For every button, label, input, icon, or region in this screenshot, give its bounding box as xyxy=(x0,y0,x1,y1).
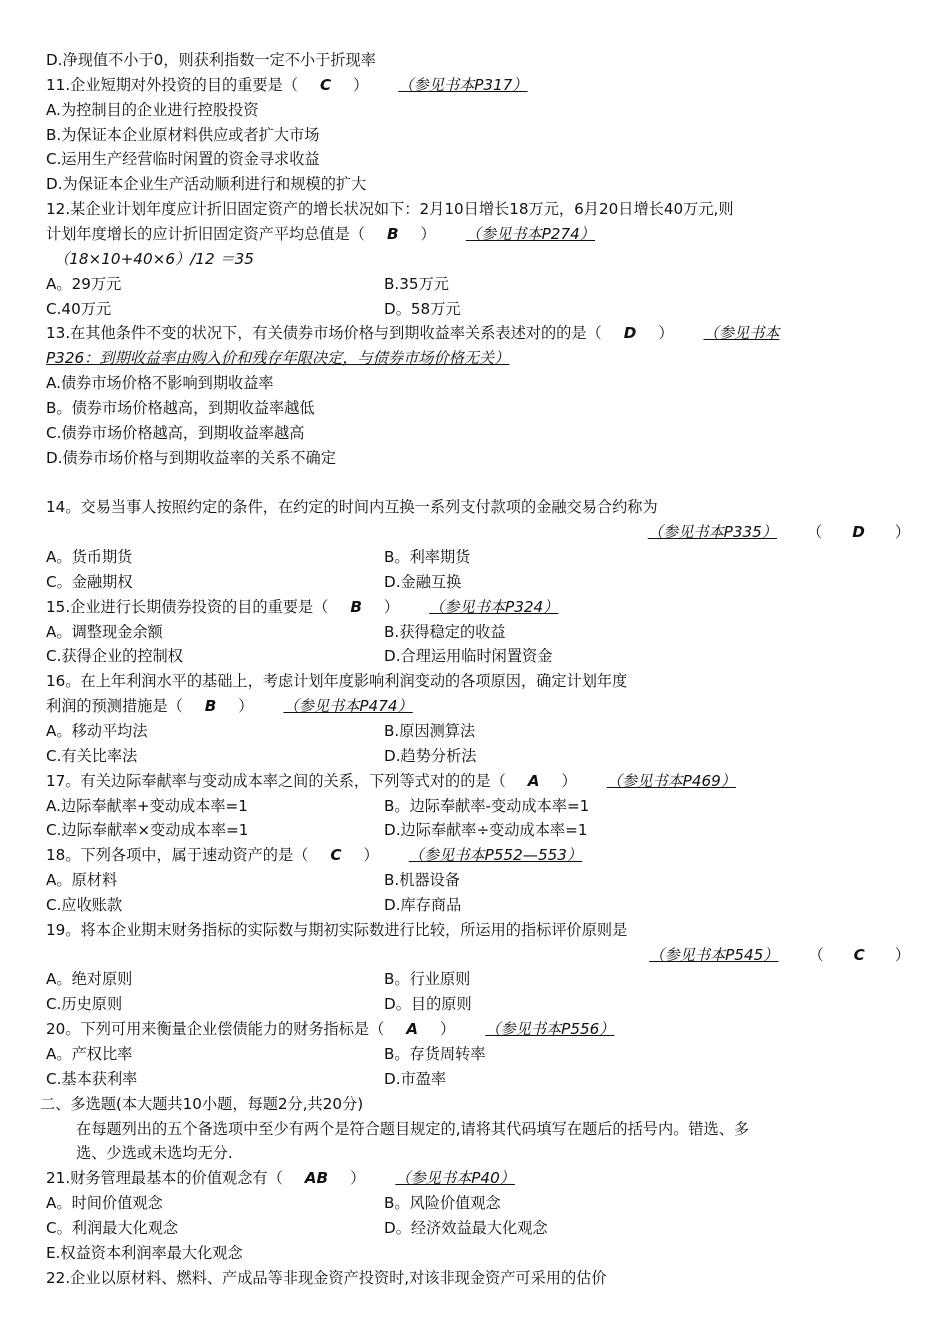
option-right: B。行业原则 xyxy=(384,970,471,989)
line-text: 选、少选或未选均无分. xyxy=(76,1144,233,1163)
line-text: C.边际奉献率×变动成本率=1 xyxy=(46,821,249,840)
line-text: 计划年度增长的应计折旧固定资产平均总值是（ xyxy=(46,224,365,243)
line-text: 22.企业以原材料、燃料、产成品等非现金资产投资时,对该非现金资产可采用的估价 xyxy=(46,1268,607,1287)
line-text: 18。下列各项中，属于速动资产的是（ xyxy=(46,846,309,865)
line-text: 利润的预测措施是（ xyxy=(46,697,183,716)
text-line xyxy=(46,893,910,918)
text-line xyxy=(46,843,910,868)
text-line xyxy=(46,1241,910,1266)
bracket-close: ） xyxy=(658,324,674,343)
page-reference: （参见书本P552—553） xyxy=(408,846,583,865)
line-text: 15.企业进行长期债券投资的目的重要是（ xyxy=(46,597,329,616)
line-text: A。绝对原则 xyxy=(46,970,133,989)
bracket-close: ） xyxy=(363,846,379,865)
bracket-close: ） xyxy=(894,523,910,542)
text-line xyxy=(46,396,910,421)
text-line xyxy=(46,98,910,123)
text-line xyxy=(46,918,910,943)
text-line xyxy=(46,1216,910,1241)
line-text: 二、多选题(本大题共10小题，每题2分,共20分) xyxy=(40,1094,364,1113)
option-right: D.市盈率 xyxy=(384,1069,447,1088)
line-text: D.债券市场价格与到期收益率的关系不确定 xyxy=(46,448,336,467)
bracket-close: ） xyxy=(561,771,577,790)
option-right: B.机器设备 xyxy=(384,871,460,890)
text-line xyxy=(46,868,910,893)
answer-mark: B xyxy=(350,597,362,616)
text-line xyxy=(46,73,910,98)
answer-mark: D xyxy=(623,324,637,343)
text-line xyxy=(46,470,910,495)
text-line xyxy=(46,421,910,446)
option-right: D.边际奉献率÷变动成本率=1 xyxy=(384,821,588,840)
line-text: 20。下列可用来衡量企业偿债能力的财务指标是（ xyxy=(46,1020,385,1039)
option-right: B.35万元 xyxy=(384,274,449,293)
answer-mark: A xyxy=(527,771,540,790)
line-text: A.为控制目的企业进行控股投资 xyxy=(46,100,259,119)
bracket-close: ） xyxy=(440,1020,456,1039)
option-right: D.库存商品 xyxy=(384,895,462,914)
line-text: C。金融期权 xyxy=(46,572,133,591)
bracket-close: ） xyxy=(238,697,254,716)
line-text: 12.某企业计划年度应计折旧固定资产的增长状况如下：2月10日增长18万元，6月20日增长40万元,则 xyxy=(46,200,734,219)
page-reference: （参见书本P274） xyxy=(465,224,595,243)
answer-mark: C xyxy=(330,846,342,865)
text-line xyxy=(46,222,910,247)
text-line xyxy=(46,967,910,992)
option-right: D.趋势分析法 xyxy=(384,746,477,765)
option-right: B。利率期货 xyxy=(384,548,471,566)
line-text: C.获得企业的控制权 xyxy=(46,647,183,666)
bracket-close: ） xyxy=(353,75,369,94)
text-line xyxy=(46,1042,910,1067)
option-right: B.获得稳定的收益 xyxy=(384,622,506,641)
text-line xyxy=(46,992,910,1017)
answer-mark: AB xyxy=(304,1169,329,1188)
line-text: C.基本获利率 xyxy=(46,1069,138,1088)
line-text: C.应收账款 xyxy=(46,895,123,914)
text-line xyxy=(46,123,910,148)
line-text: 17。有关边际奉献率与变动成本率之间的关系，下列等式对的的是（ xyxy=(46,771,506,790)
page-reference: （参见书本P469） xyxy=(606,771,736,790)
text-line xyxy=(46,769,910,794)
line-text: B.为保证本企业原材料供应或者扩大市场 xyxy=(46,125,320,144)
line-text: C.历史原则 xyxy=(46,995,123,1014)
text-line xyxy=(46,1067,910,1092)
text-line xyxy=(46,719,910,744)
page-reference: （参见书本P545） xyxy=(649,945,779,964)
line-text: C。利润最大化观念 xyxy=(46,1218,179,1237)
answer-mark: C xyxy=(319,75,332,94)
text-line xyxy=(46,297,910,322)
text-line xyxy=(46,147,910,172)
text-line xyxy=(46,794,910,819)
option-right: B.原因测算法 xyxy=(384,721,476,740)
page-reference: （参见书本P317） xyxy=(398,75,528,94)
text-line xyxy=(40,1092,910,1117)
bracket-open: （ xyxy=(807,523,823,542)
text-line xyxy=(46,744,910,769)
text-line xyxy=(46,943,910,968)
text-line xyxy=(46,545,910,570)
text-line xyxy=(46,446,910,471)
line-text: B。债券市场价格越高，到期收益率越低 xyxy=(46,398,315,417)
answer-mark: B xyxy=(204,697,217,716)
text-line xyxy=(46,172,910,197)
line-text: C.运用生产经营临时闲置的资金寻求收益 xyxy=(46,150,320,169)
text-line xyxy=(46,495,910,520)
text-line xyxy=(46,272,910,297)
text-line xyxy=(46,1017,910,1042)
line-text: D.净现值不小于0，则获利指数一定不小于折现率 xyxy=(46,51,376,69)
option-right: D.合理运用临时闲置资金 xyxy=(384,647,553,666)
page-reference: （参见书本P556） xyxy=(485,1020,615,1039)
bracket-close: ） xyxy=(420,224,436,243)
line-text: A。移动平均法 xyxy=(46,721,148,740)
option-right: D。经济效益最大化观念 xyxy=(384,1218,548,1237)
text-line xyxy=(46,669,910,694)
text-line xyxy=(46,595,910,620)
line-text: （18×10+40×6）/12 ＝35 xyxy=(54,249,254,268)
text-line xyxy=(46,620,910,645)
text-line xyxy=(46,1166,910,1191)
line-text: A.边际奉献率+变动成本率=1 xyxy=(46,796,248,815)
line-text: 16。在上年利润水平的基础上，考虑计划年度影响利润变动的各项原因，确定计划年度 xyxy=(46,672,628,691)
answer-mark: B xyxy=(386,224,399,243)
text-line xyxy=(46,694,910,719)
line-text: A。产权比率 xyxy=(46,1045,133,1063)
text-line xyxy=(46,197,910,222)
line-text: A。调整现金余额 xyxy=(46,622,163,641)
text-line xyxy=(46,570,910,595)
option-right: D。58万元 xyxy=(384,299,461,318)
line-text: E.权益资本利润率最大化观念 xyxy=(46,1243,243,1262)
line-text: A.债券市场价格不影响到期收益率 xyxy=(46,374,274,393)
line-text: C.债券市场价格越高，到期收益率越高 xyxy=(46,423,305,442)
text-line xyxy=(46,818,910,843)
text-line xyxy=(46,371,910,396)
answer-mark: C xyxy=(853,945,865,964)
page-reference: （参见书本P40） xyxy=(395,1169,515,1188)
line-text: 14。交易当事人按照约定的条件，在约定的时间内互换一系列支付款项的金融交易合约称为 xyxy=(46,498,658,517)
page-reference: （参见书本P324） xyxy=(429,597,559,616)
bracket-open: （ xyxy=(808,945,824,964)
text-line xyxy=(46,1266,910,1291)
option-right: B。风险价值观念 xyxy=(384,1194,501,1213)
line-text: C.有关比率法 xyxy=(46,746,138,765)
line-text: 19。将本企业期末财务指标的实际数与期初实际数进行比较，所运用的指标评价原则是 xyxy=(46,920,628,939)
line-text: D.为保证本企业生产活动顺利进行和规模的扩大 xyxy=(46,175,367,194)
line-text: A。货币期货 xyxy=(46,548,133,566)
bracket-close: ） xyxy=(350,1169,366,1188)
text-line xyxy=(46,247,910,272)
text-line xyxy=(76,1141,910,1166)
line-text: A。29万元 xyxy=(46,274,122,293)
text-line xyxy=(46,321,910,346)
page-reference: （参见书本P474） xyxy=(283,697,413,716)
line-text: A。时间价值观念 xyxy=(46,1194,163,1213)
text-line xyxy=(46,1191,910,1216)
text-line xyxy=(46,644,910,669)
text-line xyxy=(76,1117,910,1142)
option-right: D.金融互换 xyxy=(384,572,462,591)
text-line xyxy=(46,520,910,545)
page-reference: （参见书本P335） xyxy=(647,523,778,542)
page-reference: （参见书本 xyxy=(703,324,780,343)
option-right: D。目的原则 xyxy=(384,995,472,1014)
bracket-close: ） xyxy=(894,945,910,964)
answer-mark: D xyxy=(852,523,865,542)
option-right: B。存货周转率 xyxy=(384,1045,486,1063)
page-reference: P326：到期收益率由购入价和残存年限决定，与债券市场价格无关） xyxy=(46,349,510,368)
answer-mark: A xyxy=(406,1020,419,1039)
line-text: 21.财务管理最基本的价值观念有（ xyxy=(46,1169,283,1188)
bracket-close: ） xyxy=(383,597,400,616)
line-text: 11.企业短期对外投资的目的重要是（ xyxy=(46,75,298,94)
option-right: B。边际奉献率-变动成本率=1 xyxy=(384,796,590,815)
line-text: A。原材料 xyxy=(46,871,118,890)
line-text: 在每题列出的五个备选项中至少有两个是符合题目规定的,请将其代码填写在题后的括号内。错选、多 xyxy=(76,1119,750,1138)
line-text: 13.在其他条件不变的状况下，有关债券市场价格与到期收益率关系表述对的的是（ xyxy=(46,324,602,343)
line-text: C.40万元 xyxy=(46,299,112,318)
text-line xyxy=(46,48,910,73)
text-line xyxy=(46,346,910,371)
